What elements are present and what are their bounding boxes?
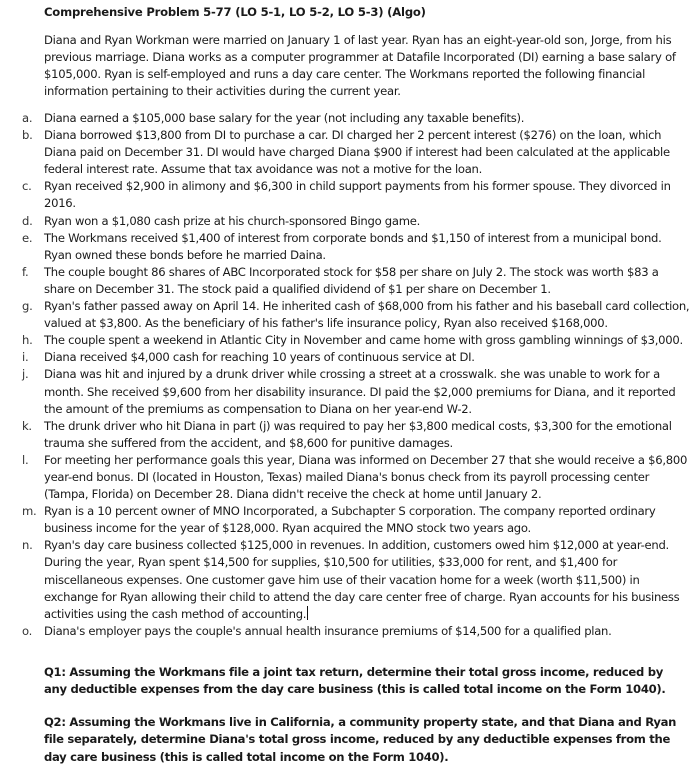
intro-paragraph: Diana and Ryan Workman were married on January 1 of last year. Ryan has an eight-year-old son, Jorge, from his previous marriage. Diana works as a computer programmer at Datafile Incorporated (DI) earning a base salary of $105,000. Ryan is self-employed and runs a day care center. The Workmans reported the following financial information pertaining to their activities during the current year. [44, 33, 676, 99]
item-text: Ryan received $2,900 in alimony and $6,300 in child support payments from his former spouse. They divorced in 2016. [44, 179, 671, 211]
list-item [0, 110, 698, 127]
item-text: Ryan's father passed away on April 14. He inherited cash of $68,000 from his father and his baseball card collection, valued at $3,800. As the beneficiary of his father's life insurance policy, Ryan also received $168,000. [44, 299, 690, 331]
list-item [0, 230, 698, 264]
financial-items-list [0, 110, 698, 640]
item-letter: d. [22, 213, 33, 228]
item-letter: j. [22, 367, 29, 382]
item-text: Diana earned a $105,000 base salary for the year (not including any taxable benefits). [44, 111, 525, 125]
list-item [0, 418, 698, 452]
item-text: Diana's employer pays the couple's annual health insurance premiums of $14,500 for a qualified plan. [44, 623, 612, 638]
list-item [0, 349, 698, 366]
item-letter: b. [22, 128, 33, 143]
text-cursor [307, 606, 308, 620]
item-letter: f. [22, 264, 29, 279]
item-text: Ryan is a 10 percent owner of MNO Incorporated, a Subchapter S corporation. The company reported ordinary business income for the year of $128,000. Ryan acquired the MNO stock two years ago. [44, 504, 656, 536]
list-item [0, 623, 698, 640]
item-letter: g. [22, 299, 33, 314]
item-text: Ryan's day care business collected $125,000 in revenues. In addition, customers owed him $12,000 at year-end. During the year, Ryan spent $14,500 for supplies, $10,500 for utilities, $33,000 for rent, and $1,400 for miscellaneous expenses. One customer gave him use of their vacation home for a week (worth $11,500) in exchange for Ryan allowing their child to attend the day care center free of charge. Ryan accounts for his business activities using the cash method of accounting. [44, 538, 680, 621]
list-item [0, 178, 698, 212]
item-letter: o. [22, 623, 33, 638]
list-item [0, 537, 698, 622]
list-item [0, 503, 698, 537]
item-letter: a. [22, 111, 33, 125]
list-item [0, 298, 698, 332]
item-letter: i. [22, 350, 29, 365]
item-text: Ryan won a $1,080 cash prize at his church-sponsored Bingo game. [44, 213, 420, 228]
item-text: For meeting her performance goals this year, Diana was informed on December 27 that she would receive a $6,800 year-end bonus. DI (located in Houston, Texas) mailed Diana's bonus check from its payroll processing center (Tampa, Florida) on December 28. Diana didn't receive the check at home until January 2. [44, 452, 688, 502]
item-letter: h. [22, 333, 33, 348]
list-item [0, 127, 698, 178]
item-text: The couple spent a weekend in Atlantic City in November and came home with gross gambling winnings of $3,000. [44, 333, 683, 348]
list-item [0, 332, 698, 349]
list-item [0, 366, 698, 417]
problem-title: Comprehensive Problem 5-77 (LO 5-1, LO 5-2, LO 5-3) (Algo) [44, 5, 426, 19]
item-text: Diana was hit and injured by a drunk driver while crossing a street at a crosswalk. she was unable to work for a month. She received $9,600 from her disability insurance. DI paid the $2,000 premiums for Diana, and it reported the amount of the premiums as compensation to Diana on her year-end W-2. [44, 367, 676, 416]
item-text: The Workmans received $1,400 of interest from corporate bonds and $1,150 of interest from a municipal bond. Ryan owned these bonds before he married Daina. [44, 230, 662, 262]
question-2: Q2: Assuming the Workmans live in California, a community property state, and that Diana and Ryan file separately, determine Diana's total gross income, reduced by any deductible expenses from the day care business (this is called total income on the Form 1040). [44, 715, 677, 764]
item-text: Diana received $4,000 cash for reaching 10 years of continuous service at DI. [44, 350, 475, 365]
question-1: Q1: Assuming the Workmans file a joint tax return, determine their total gross income, reduced by any deductible expenses from the day care business (this is called total income on the Form 1040). [44, 665, 666, 697]
item-letter: m. [22, 504, 37, 519]
problem-intro [44, 32, 680, 100]
item-letter: c. [22, 179, 32, 194]
item-letter: k. [22, 418, 32, 433]
item-text: The drunk driver who hit Diana in part (j) was required to pay her $3,800 medical costs, $3,300 for the emotional trauma she suffered from the accident, and $8,600 for punitive damages. [44, 418, 672, 450]
item-letter: e. [22, 230, 33, 245]
item-text: Diana borrowed $13,800 from DI to purchase a car. DI charged her 2 percent interest ($276) on the loan, which Diana paid on December 31. DI would have charged Diana $900 if interest had been calculated at the applicable federal interest rate. Assume that tax avoidance was not a motive for the loan. [44, 128, 670, 177]
list-item [0, 264, 698, 298]
item-letter: l. [22, 452, 29, 467]
item-letter: n. [22, 538, 33, 553]
list-item [0, 452, 698, 503]
list-item [0, 213, 698, 230]
item-text: The couple bought 86 shares of ABC Incorporated stock for $58 per share on July 2. The stock was worth $83 a share on December 31. The stock paid a qualified dividend of $1 per share on December 1. [44, 264, 659, 296]
